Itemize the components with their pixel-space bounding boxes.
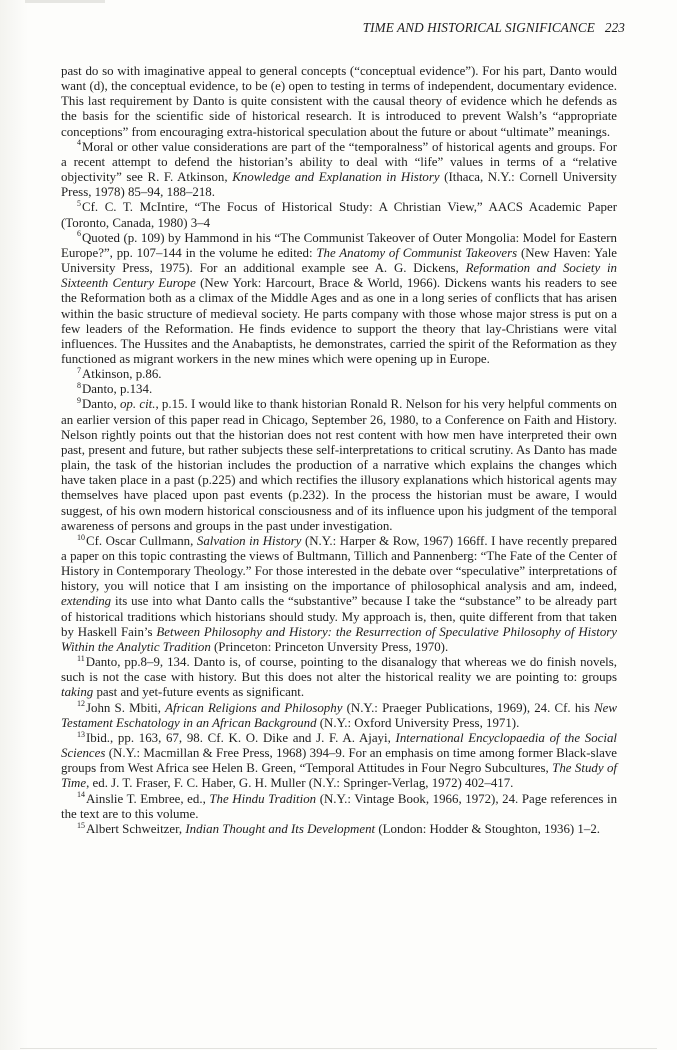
book-title: The Study of Time bbox=[61, 761, 617, 791]
emphasis: taking bbox=[61, 685, 94, 700]
page-number: 223 bbox=[604, 20, 625, 35]
footnote-number: 9 bbox=[77, 396, 81, 406]
book-title: African Religions and Philosophy bbox=[165, 700, 343, 715]
book-title: Knowledge and Explanation in History bbox=[232, 170, 440, 185]
footnote-11: $^{11}$Danto, pp.8–9, 134. Danto is, of course, pointing to the disanalogy that whereas we do finish novels, such is not the case with history. But this does not alter the historical reality we are pointing to: groups taking past and yet-future events as significant. bbox=[61, 653, 617, 700]
footnote-number: 5 bbox=[77, 199, 81, 209]
footnote-5: $^5$Cf. C. T. McIntire, “The Focus of Historical Study: A Christian View,” AACS Academic Paper (Toronto, Canada, 1980) 3–4 bbox=[61, 199, 617, 230]
footnote-number: 15 bbox=[77, 820, 85, 830]
book-title: International Encyclopaedia of the Social Sciences bbox=[61, 730, 618, 761]
book-title: Reformation and Society in Sixteenth Century Europe bbox=[61, 261, 617, 291]
footnote-13: $^{13}$Ibid., pp. 163, 67, 98. Cf. K. O. Dike and J. F. A. Ajayi, International Encyclopaedia of the Social Sciences (N.Y.: Macmillan & Free Press, 1968) 394–9. For an emphasis on time among former Black-slave groups from West Africa see Helen B. Green, “Temporal Attitudes in Four Negro Subcultures, The Study of Time, ed. J. T. Fraser, F. C. Haber, G. H. Muller (N.Y.: Springer-Verlag, 1972) 402–417. bbox=[61, 729, 618, 791]
footnote-number: 6 bbox=[77, 229, 81, 239]
footnote-14: $^{14}$Ainslie T. Embree, ed., The Hindu Tradition (N.Y.: Vintage Book, 1966, 1972), 24. Page references in the text are to this volume. bbox=[61, 790, 618, 821]
latin-abbrev: op. cit. bbox=[119, 397, 156, 412]
footnote-number: 12 bbox=[77, 699, 85, 709]
continuation-paragraph: past do so with imaginative appeal to general concepts (“conceptual evidence”). For his part, Danto would want (d), the conceptual evidence, to be (e) open to testing in terms of independent, documentary evidence. This last requirement by Danto is quite consistent with the causal theory of evidence which he defends as the basis for the scientific side of historical research. It is introduced to prevent Walsh’s “appropriate conceptions” from encouraging extra-historical speculation about the future or about “ultimate” meanings. bbox=[61, 64, 617, 139]
book-title: New Testament Eschatology in an African Background bbox=[61, 700, 617, 730]
scan-artifact bbox=[25, 0, 105, 3]
footnote-number: 13 bbox=[77, 729, 85, 739]
book-title: The Hindu Tradition bbox=[209, 791, 317, 806]
emphasis: extending bbox=[61, 594, 112, 609]
footnote-9: $^9$Danto, op. cit., p.15. I would like to thank historian Ronald R. Nelson for his very helpful comments on an earlier version of this paper read in Chicago, September 26, 1980, to a Conference on Faith and History. Nelson rightly points out that the historian does not rest content with how men have interpreted their own past, present and future, but rather subjects these self-interpretations to critical scrutiny. As Danto has made plain, the task of the historian includes the production of a narrative which explains the changes which have taken place in a past (p.225) and which rectifies the illusory explanations which historical agents may themselves have placed upon past events (p.232). In the process the historian must be aware, I would suggest, of his own modern historical consciousness and of its influence upon his judgment of the temporal awareness of persons and groups in the past under investigation. bbox=[61, 396, 617, 533]
running-title: TIME AND HISTORICAL SIGNIFICANCE bbox=[362, 20, 595, 35]
page-bottom-edge bbox=[20, 1048, 657, 1049]
footnote-number: 14 bbox=[77, 790, 85, 800]
footnote-12: $^{12}$John S. Mbiti, African Religions and Philosophy (N.Y.: Praeger Publications, 1969), 24. Cf. his New Testament Eschatology in an African Background (N.Y.: Oxford University Press, 1971). bbox=[61, 699, 617, 730]
footnote-number: 8 bbox=[77, 380, 81, 390]
footnote-10: $^{10}$Cf. Oscar Cullmann, Salvation in History (N.Y.: Harper & Row, 1967) 166ff. I have recently prepared a paper on this topic contrasting the views of Bultmann, Tillich and Pannenberg: “The Fate of the Center of History in Contemporary Theology.” For those interested in the debate over “speculative” interpretations of history, you will notice that I am insisting on the importance of philosophical analysis and am, indeed, extending its use into what Danto calls the “substantive” because I take the “substance” to be already part of historical traditions which historians should study. My approach is, then, quite different from that taken by Haskell Fain’s Between Philosophy and History: the Resurrection of Speculative Philosophy of History Within the Analytic Tradition (Princeton: Princeton Unversity Press, 1970). bbox=[61, 532, 618, 654]
footnote-15: $^{15}$Albert Schweitzer, Indian Thought and Its Development (London: Hodder & Stoughton, 1936) 1–2. bbox=[77, 820, 600, 836]
book-title: The Anatomy of Communist Takeovers bbox=[316, 245, 518, 260]
footnotes-section bbox=[61, 64, 617, 837]
footnote-number: 7 bbox=[77, 365, 81, 375]
footnote-number: 4 bbox=[77, 138, 81, 148]
footnote-number: 10 bbox=[77, 532, 85, 542]
footnote-number: 11 bbox=[77, 653, 85, 663]
footnote-6: $^6$Quoted (p. 109) by Hammond in his “The Communist Takeover of Outer Mongolia: Model for Eastern Europe?”, pp. 107–144 in the volume he edited: The Anatomy of Communist Takeovers (New Haven: Yale University Press, 1975). For an additional example see A. G. Dickens, Reformation and Society in Sixteenth Century Europe (New York: Harcourt, Brace & World, 1966). Dickens wants his readers to see the Reformation both as a climax of the Middle Ages and as one in a long series of conflicts that has arisen within the basic structure of medieval society. He parts company with those whose major stress is put on a few leaders of the Reformation. He finds evidence to support the theory that lay-Christians were vital influences. The Hussites and the Anabaptists, he demonstrates, carried the spirit of the Reformation as they functioned as migrant workers in the new mines which were opening up in Europe. bbox=[61, 229, 618, 366]
page-edge-shadow bbox=[0, 0, 28, 1050]
running-head bbox=[363, 20, 625, 36]
footnote-7: $^7$Atkinson, p.86. bbox=[77, 365, 162, 382]
book-title: Indian Thought and Its Development bbox=[185, 821, 376, 836]
footnote-4: $^4$Moral or other value considerations are part of the “temporalness” of historical agents and groups. For a recent attempt to defend the historian’s ability to deal with “life” values in terms of a “relative objectivity” see R. F. Atkinson, Knowledge and Explanation in History (Ithaca, N.Y.: Cornell University Press, 1978) 85–94, 188–218. bbox=[61, 138, 617, 200]
book-title: Salvation in History bbox=[196, 533, 302, 548]
book-title: Between Philosophy and History: the Resurrection of Speculative Philosophy of History Within the Analytic Tradition bbox=[61, 624, 618, 654]
footnote-8: $^8$Danto, p.134. bbox=[77, 380, 153, 397]
